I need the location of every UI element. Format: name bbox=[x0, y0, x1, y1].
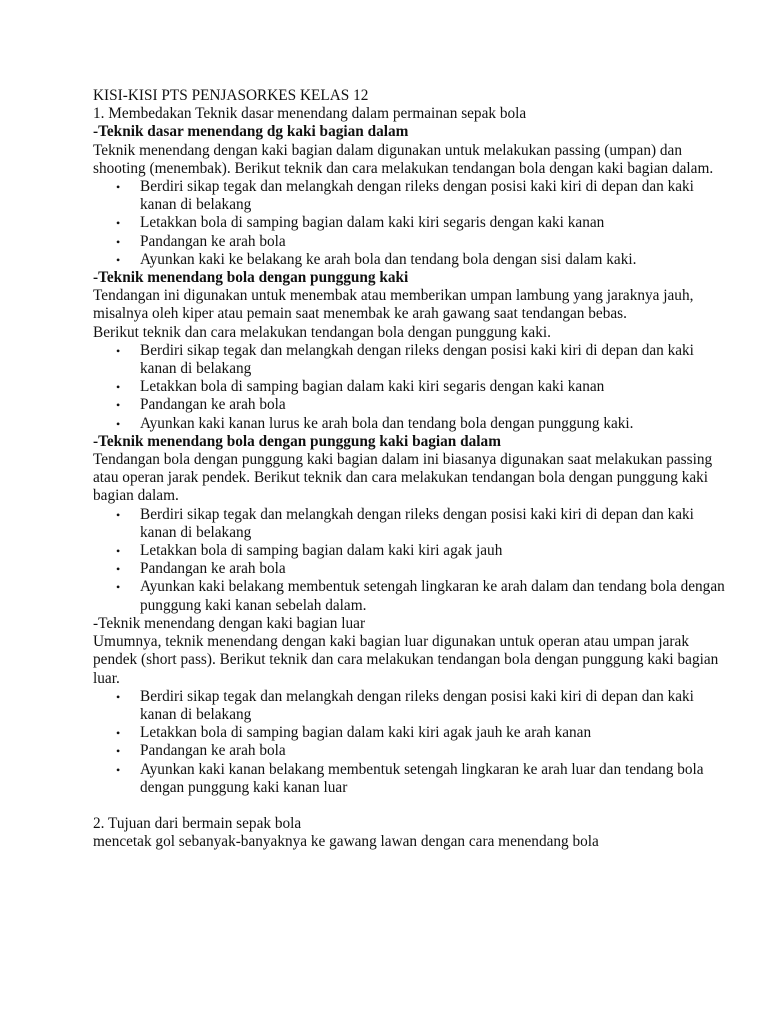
bullet-list bbox=[93, 178, 733, 269]
document-page bbox=[93, 87, 733, 852]
bullet-list bbox=[93, 342, 733, 433]
bullet-item: • Letakkan bola di samping bagian dalam kaki kiri agak jauh ke arah kanan bbox=[140, 724, 733, 742]
section-heading-inner-foot: -Teknik dasar menendang dg kaki bagian dalam bbox=[93, 123, 409, 141]
section-heading-instep: -Teknik menendang bola dengan punggung kaki bbox=[93, 269, 409, 287]
section-paragraph: Umumnya, teknik menendang dengan kaki bagian luar digunakan untuk operan atau umpan jarak pendek (short pass). Berikut teknik dan cara melakukan tendangan bola dengan punggung kaki bagian luar. bbox=[93, 633, 719, 687]
section-heading-inner-instep: -Teknik menendang bola dengan punggung kaki bagian dalam bbox=[93, 432, 501, 450]
bullet-item: • Pandangan ke arah bola bbox=[140, 233, 733, 251]
section-paragraph: Berikut teknik dan cara melakukan tendangan bola dengan punggung kaki. bbox=[93, 323, 551, 341]
bullet-item: • Berdiri sikap tegak dan melangkah dengan rileks dengan posisi kaki kiri di depan dan kaki kanan di belakang bbox=[140, 506, 733, 542]
question-1-heading: 1. Membedakan Teknik dasar menendang dalam permainan sepak bola bbox=[93, 105, 527, 123]
bullet-item: • Letakkan bola di samping bagian dalam kaki kiri agak jauh bbox=[140, 542, 733, 560]
question-2-answer: mencetak gol sebanyak-banyaknya ke gawang lawan dengan cara menendang bola bbox=[93, 833, 599, 851]
question-2-heading: 2. Tujuan dari bermain sepak bola bbox=[93, 815, 302, 833]
bullet-item: • Letakkan bola di samping bagian dalam kaki kiri segaris dengan kaki kanan bbox=[140, 378, 733, 396]
bullet-item: • Ayunkan kaki belakang membentuk setengah lingkaran ke arah dalam dan tendang bola dengan punggung kaki kanan sebelah dalam. bbox=[140, 578, 733, 614]
section-paragraph: Tendangan ini digunakan untuk menembak atau memberikan umpan lambung yang jaraknya jauh, misalnya oleh kiper atau pemain saat menembak ke arah gawang saat tendangan bebas. bbox=[93, 287, 694, 323]
bullet-item: • Berdiri sikap tegak dan melangkah dengan rileks dengan posisi kaki kiri di depan dan kaki kanan di belakang bbox=[140, 688, 733, 724]
bullet-item: • Pandangan ke arah bola bbox=[140, 560, 733, 578]
bullet-item: • Ayunkan kaki ke belakang ke arah bola dan tendang bola dengan sisi dalam kaki. bbox=[140, 251, 733, 269]
bullet-list bbox=[93, 688, 733, 797]
section-paragraph: Tendangan bola dengan punggung kaki bagian dalam ini biasanya digunakan saat melakukan passing atau operan jarak pendek. Berikut teknik dan cara melakukan tendangan bola dengan punggung kaki bagian dalam. bbox=[93, 451, 713, 505]
bullet-item: • Ayunkan kaki kanan belakang membentuk setengah lingkaran ke arah luar dan tendang bola dengan punggung kaki kanan luar bbox=[140, 761, 733, 797]
bullet-item: • Ayunkan kaki kanan lurus ke arah bola dan tendang bola dengan punggung kaki. bbox=[140, 415, 733, 433]
blank-line bbox=[93, 797, 733, 815]
section-paragraph: Teknik menendang dengan kaki bagian dalam digunakan untuk melakukan passing (umpan) dan shooting (menembak). Berikut teknik dan cara melakukan tendangan bola dengan kaki bagian dalam. bbox=[93, 141, 714, 177]
bullet-list bbox=[93, 506, 733, 615]
section-heading-outer-foot: -Teknik menendang dengan kaki bagian luar bbox=[93, 614, 366, 632]
bullet-item: • Pandangan ke arah bola bbox=[140, 742, 733, 760]
bullet-item: • Berdiri sikap tegak dan melangkah dengan rileks dengan posisi kaki kiri di depan dan kaki kanan di belakang bbox=[140, 342, 733, 378]
bullet-item: • Letakkan bola di samping bagian dalam kaki kiri segaris dengan kaki kanan bbox=[140, 214, 733, 232]
bullet-item: • Berdiri sikap tegak dan melangkah dengan rileks dengan posisi kaki kiri di depan dan kaki kanan di belakang bbox=[140, 178, 733, 214]
document-title: KISI-KISI PTS PENJASORKES KELAS 12 bbox=[93, 87, 369, 104]
bullet-item: • Pandangan ke arah bola bbox=[140, 396, 733, 414]
